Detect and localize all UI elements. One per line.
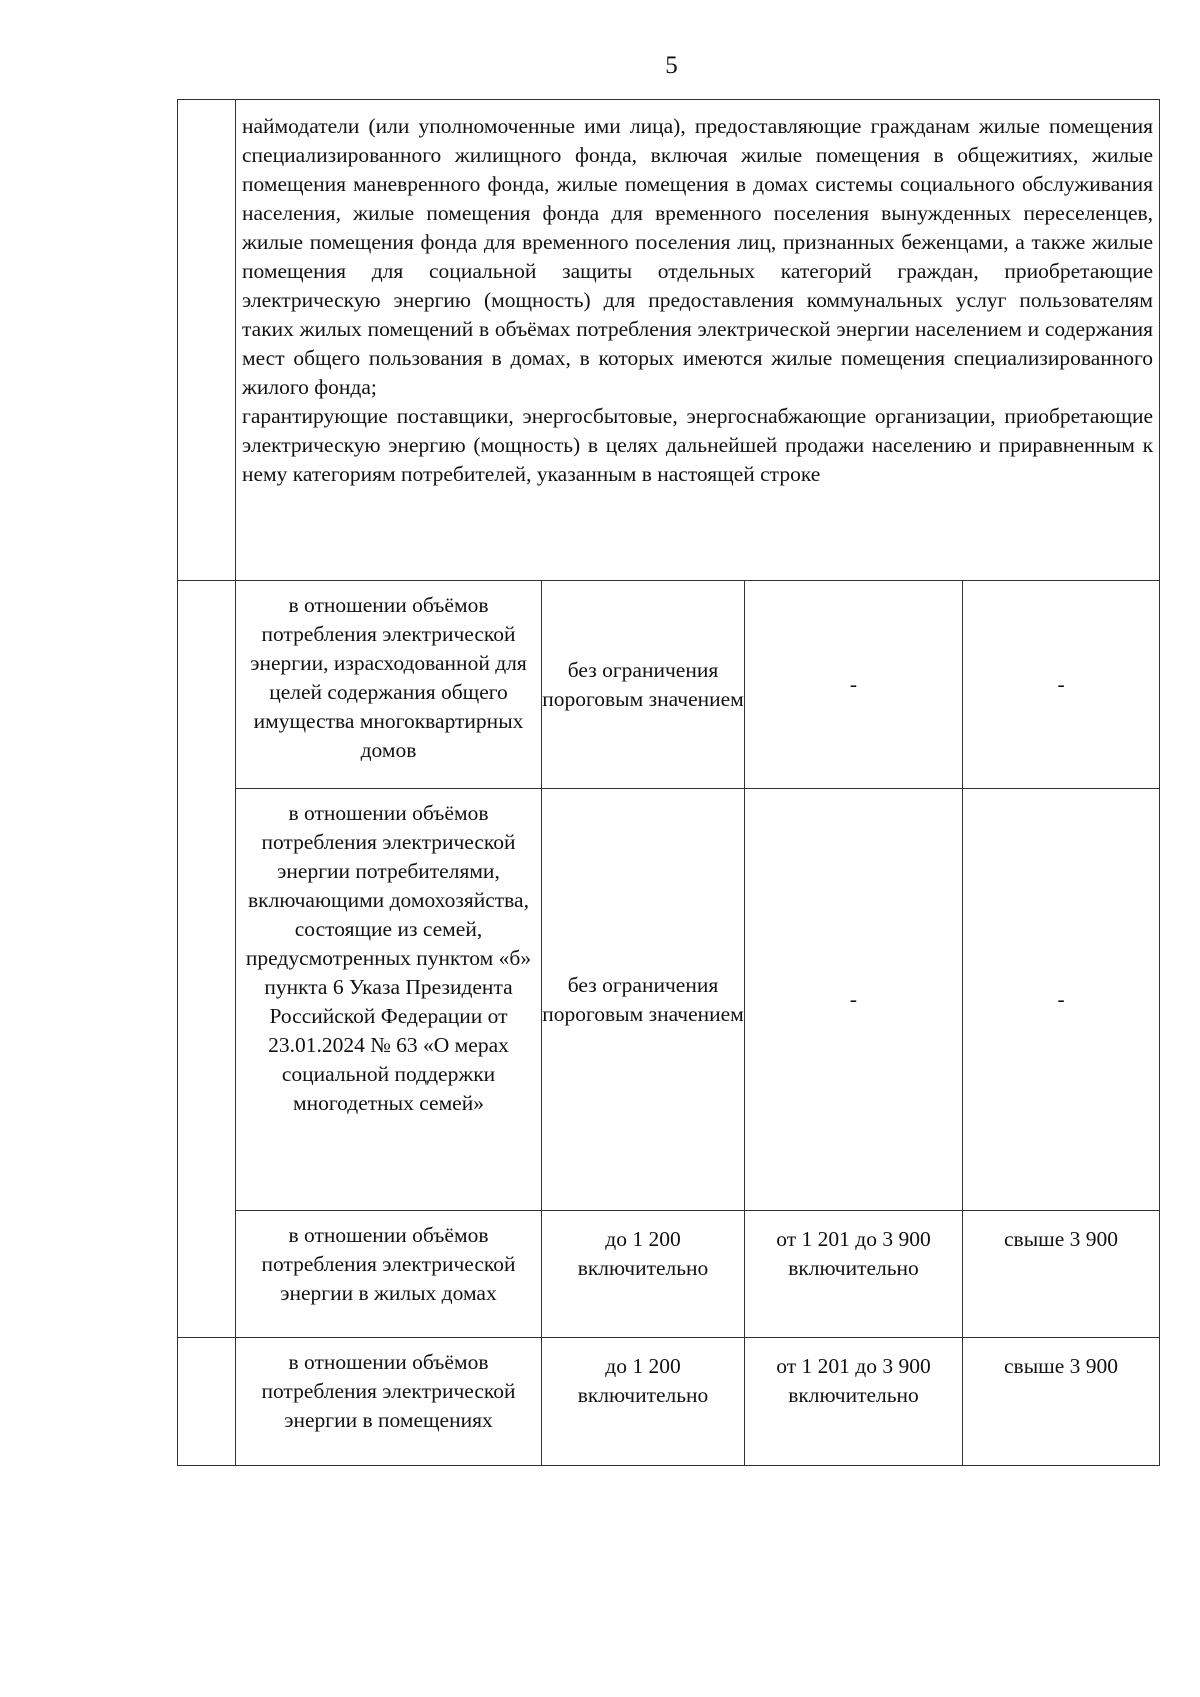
row-description: в отношении объёмов потребления электрической энергии потребителями, включающими домохозяйства, состоящие из семей, предусмотренных пунктом «б» пункта 6 Указа Президента Российской Федерации от 23.01.2024 № 63 «О мерах социальной поддержки многодетных семей» xyxy=(236,789,542,1211)
table-row xyxy=(178,789,1160,1211)
range-3-cell: - xyxy=(963,581,1160,789)
intro-cell xyxy=(236,100,1160,581)
table-row xyxy=(178,1211,1160,1338)
tariff-table xyxy=(177,99,1160,1466)
table-row-intro xyxy=(178,100,1160,581)
row-number-cell xyxy=(178,1338,236,1466)
row-number-cell xyxy=(178,581,236,1338)
intro-paragraph-1: наймодатели (или уполномоченные ими лица), предоставляющие гражданам жилые помещения специализированного жилищного фонда, включая жилые помещения в общежитиях, жилые помещения маневренного фонда, жилые помещения в домах системы социального обслуживания населения, жилые помещения фонда для временного поселения вынужденных переселенцев, жилые помещения фонда для временного поселения лиц, признанных беженцами, а также жилые помещения для социальной защиты отдельных категорий граждан, приобретающие электрическую энергию (мощность) для предоставления коммунальных услуг пользователям таких жилых помещений в объёмах потребления электрической энергии населением и содержания мест общего пользования в домах, в которых имеются жилые помещения специализированного жилого фонда; xyxy=(242,114,1154,399)
table-row xyxy=(178,1338,1160,1466)
range-1-cell: без ограничения пороговым значением xyxy=(542,789,745,1211)
page-number: 5 xyxy=(665,52,678,79)
row-number-cell xyxy=(178,100,236,581)
row-description: в отношении объёмов потребления электрической энергии, израсходованной для целей содержания общего имущества многоквартирных домов xyxy=(236,581,542,789)
range-3-cell: свыше 3 900 xyxy=(963,1211,1160,1338)
row-description: в отношении объёмов потребления электрической энергии в жилых домах xyxy=(236,1211,542,1338)
range-2-cell: от 1 201 до 3 900 включительно xyxy=(745,1338,963,1466)
range-3-cell: свыше 3 900 xyxy=(963,1338,1160,1466)
table-row xyxy=(178,581,1160,789)
row-description: в отношении объёмов потребления электрической энергии в помещениях xyxy=(236,1338,542,1466)
range-1-cell: до 1 200 включительно xyxy=(542,1211,745,1338)
range-2-cell: - xyxy=(745,581,963,789)
range-1-cell: до 1 200 включительно xyxy=(542,1338,745,1466)
range-2-cell: от 1 201 до 3 900 включительно xyxy=(745,1211,963,1338)
range-3-cell: - xyxy=(963,789,1160,1211)
range-2-cell: - xyxy=(745,789,963,1211)
intro-paragraph-2: гарантирующие поставщики, энергосбытовые, энергоснабжающие организации, приобретающие электрическую энергию (мощность) в целях дальнейшей продажи населению и приравненным к нему категориям потребителей, указанным в настоящей строке xyxy=(242,404,1154,486)
range-1-cell: без ограничения пороговым значением xyxy=(542,581,745,789)
